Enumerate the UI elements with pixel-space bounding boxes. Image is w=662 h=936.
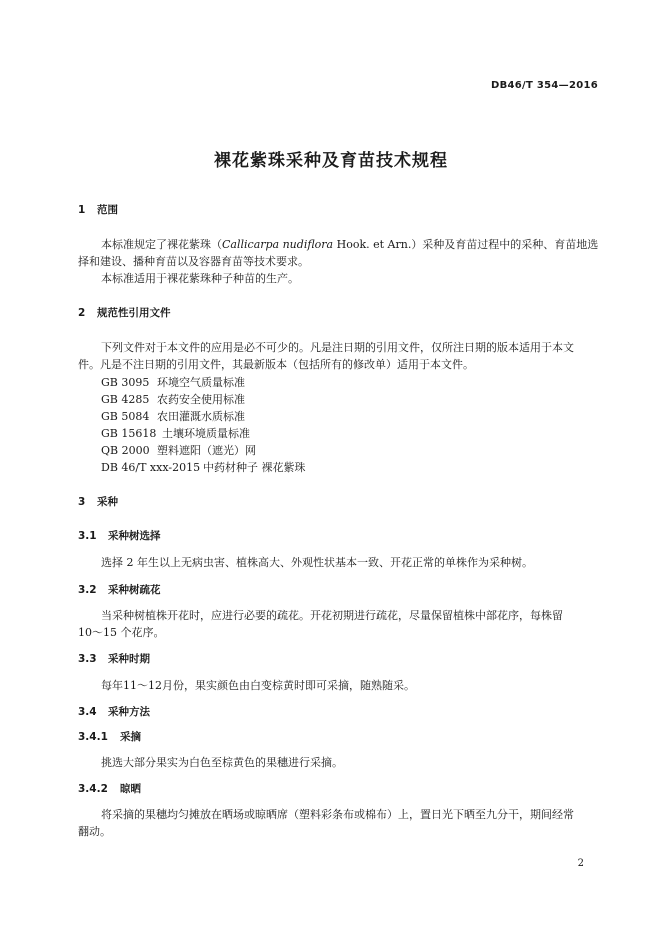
reference-name: 中药材种子 裸花紫珠 [203,461,306,474]
section-title: 采种树选择 [108,530,161,542]
section-number: 3.3 [78,653,97,665]
section-title: 规范性引用文件 [97,307,171,319]
section-number: 3.4.1 [78,731,108,743]
text: Hook. et Arn.）采种及育苗过程中的采种、育苗地选 [333,238,599,251]
section-title: 采种方法 [108,706,150,718]
paragraph: 挑选大部分果实为白色至棕黄色的果穗进行采摘。 [101,756,343,769]
section-title: 范围 [97,204,118,216]
latin-name: Callicarpa nudiflora [222,238,334,251]
paragraph [101,236,598,252]
reference-item [101,391,245,407]
reference-code: DB 46/T xxx-2015 [101,461,201,474]
reference-code: QB 2000 [101,444,150,457]
reference-item [101,425,250,441]
paragraph-line: 件。凡是不注日期的引用文件，其最新版本（包括所有的修改单）适用于本文件。 [78,358,474,371]
section-number: 3.1 [78,530,97,542]
reference-item [101,374,245,390]
reference-code: GB 3095 [101,376,150,389]
subsection-3-3-heading [78,651,150,666]
paragraph: 每年11～12月份，果实颜色由白变棕黄时即可采摘，随熟随采。 [101,679,415,692]
paragraph: 下列文件对于本文件的应用是必不可少的。凡是注日期的引用文件，仅所注日期的版本适用于本文 [101,341,574,354]
subsection-3-1-heading [78,528,161,543]
page-number: 2 [577,858,584,869]
subsection-3-2-heading [78,582,161,597]
section-number: 3.4 [78,706,97,718]
reference-name: 土壤环境质量标准 [162,427,250,440]
section-number: 1 [78,204,86,216]
section-title: 采摘 [120,731,141,743]
paragraph: 本标准适用于裸花紫珠种子种苗的生产。 [101,272,299,285]
paragraph: 当采种树植株开花时，应进行必要的疏花。开花初期进行疏花，尽量保留植株中部花序，每株留 [101,609,563,622]
subsection-3-4-heading [78,704,150,719]
reference-code: GB 5084 [101,410,150,423]
reference-name: 农田灌溉水质标准 [157,410,245,423]
section-2-heading [78,305,171,320]
paragraph-line: 择和建设、播种育苗以及容器育苗等技术要求。 [78,255,309,268]
section-number: 2 [78,307,86,319]
standard-number: DB46/T 354—2016 [491,80,598,91]
document-title: 裸花紫珠采种及育苗技术规程 [214,151,448,171]
subsection-3-4-2-heading [78,781,141,796]
reference-name: 塑料遮阳（遮光）网 [157,444,256,457]
section-title: 采种时期 [108,653,150,665]
subsection-3-4-1-heading [78,729,141,744]
section-title: 采种树疏花 [108,584,161,596]
section-number: 3.2 [78,584,97,596]
section-1-heading [78,202,118,217]
reference-item [101,408,245,424]
paragraph-line: 10～15 个花序。 [78,626,165,639]
paragraph: 选择 2 年生以上无病虫害、植株高大、外观性状基本一致、开花正常的单株作为采种树。 [101,556,533,569]
section-3-heading [78,494,118,509]
paragraph: 将采摘的果穗均匀摊放在晒场或晾晒席（塑料彩条布或棉布）上，置日光下晒至九分干，期间经常 [101,808,574,821]
section-title: 采种 [97,496,118,508]
reference-code: GB 15618 [101,427,157,440]
section-number: 3.4.2 [78,783,108,795]
section-title: 晾晒 [120,783,141,795]
reference-name: 环境空气质量标准 [157,376,245,389]
reference-name: 农药安全使用标准 [157,393,245,406]
paragraph-line: 翻动。 [78,825,111,838]
reference-item [101,442,256,458]
section-number: 3 [78,496,86,508]
text: 本标准规定了裸花紫珠（ [101,238,222,251]
reference-item [101,459,306,475]
reference-code: GB 4285 [101,393,150,406]
